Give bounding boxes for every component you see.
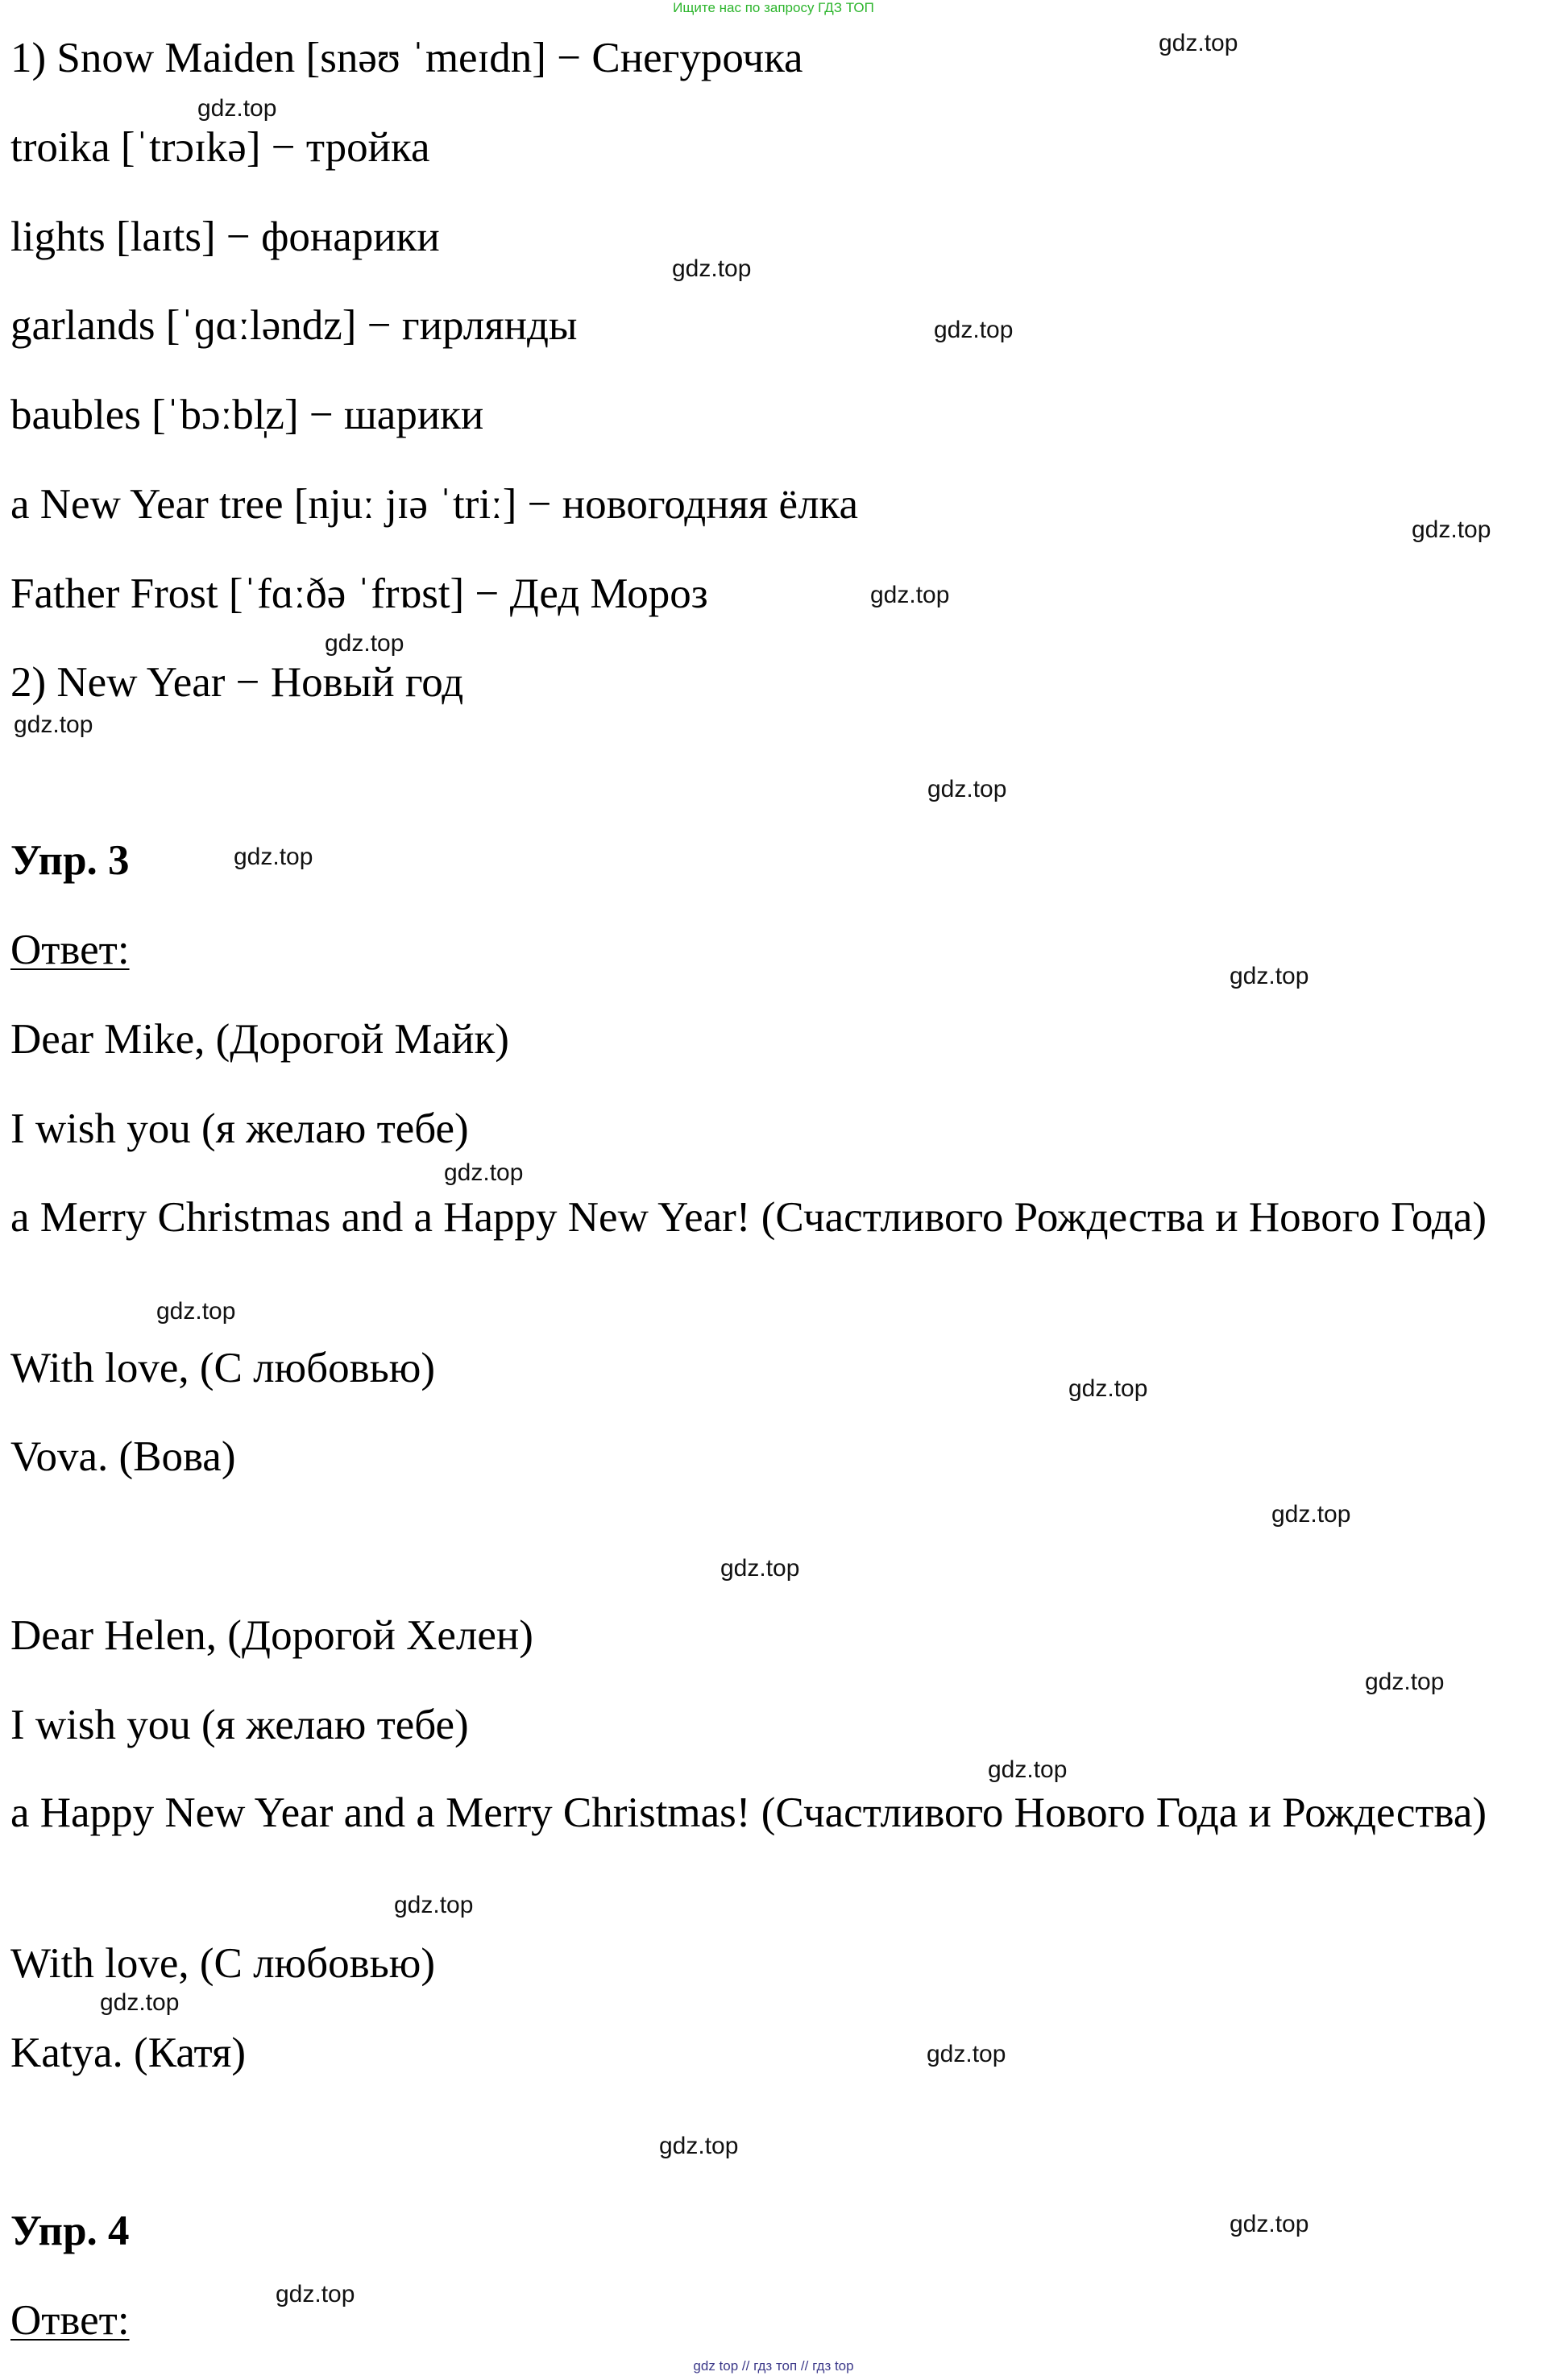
card2-greeting: Dear Helen, (Дорогой Хелен)	[10, 1612, 533, 1659]
watermark: gdz.top	[927, 2041, 1006, 2067]
watermark: gdz.top	[1230, 2211, 1309, 2237]
watermark: gdz.top	[988, 1756, 1068, 1783]
card1-wish: I wish you (я желаю тебе)	[10, 1105, 469, 1152]
watermark: gdz.top	[1365, 1669, 1445, 1695]
watermark: gdz.top	[325, 630, 404, 657]
vocab-item-baubles: baubles [ˈbɔːbl̩z] − шарики	[10, 392, 484, 438]
watermark: gdz.top	[1271, 1501, 1351, 1528]
vocab-item-snow-maiden: 1) Snow Maiden [snəʊ ˈmeɪdn] − Снегурочка	[10, 35, 803, 81]
card2-closing: With love, (С любовью)	[10, 1940, 436, 1987]
watermark: gdz.top	[934, 317, 1014, 343]
vocab-item-new-year-tree: a New Year tree [njuː jɪə ˈtriː] − новогодняя ёлка	[10, 481, 859, 528]
watermark: gdz.top	[394, 1892, 474, 1918]
watermark: gdz.top	[1230, 963, 1309, 989]
watermark: gdz.top	[197, 95, 277, 122]
vocab-item-father-frost: Father Frost [ˈfɑːðə ˈfrɒst] − Дед Мороз	[10, 570, 708, 617]
watermark: gdz.top	[276, 2281, 355, 2307]
card1-closing: With love, (С любовью)	[10, 1345, 436, 1391]
vocab-item-garlands: garlands [ˈɡɑːləndz] − гирлянды	[10, 302, 578, 349]
watermark: gdz.top	[720, 1555, 800, 1582]
watermark: gdz.top	[1068, 1375, 1148, 1402]
promo-banner[interactable]: Ищите нас по запросу ГДЗ ТОП	[673, 0, 874, 15]
watermark: gdz.top	[870, 582, 950, 608]
vocab-item-troika: troika [ˈtrɔɪkə] − тройка	[10, 124, 430, 171]
card2-signature: Katya. (Катя)	[10, 2030, 246, 2076]
card1-message: a Merry Christmas and a Happy New Year! (Счастливого Рождества и Нового Года)	[10, 1194, 1487, 1241]
exercise-4-title: Упр. 4	[10, 2208, 130, 2254]
watermark: gdz.top	[1412, 516, 1491, 543]
watermark: gdz.top	[659, 2133, 739, 2159]
card2-wish: I wish you (я желаю тебе)	[10, 1702, 469, 1748]
watermark: gdz.top	[1159, 30, 1238, 56]
exercise-3-title: Упр. 3	[10, 837, 130, 884]
exercise-4-answer-label: Ответ:	[10, 2297, 130, 2344]
watermark: gdz.top	[156, 1298, 236, 1325]
watermark: gdz.top	[14, 711, 93, 738]
card1-signature: Vova. (Вова)	[10, 1433, 236, 1480]
watermark: gdz.top	[672, 255, 752, 282]
card1-greeting: Dear Mike, (Дорогой Майк)	[10, 1016, 509, 1063]
watermark: gdz.top	[444, 1159, 524, 1186]
watermark: gdz.top	[927, 776, 1007, 802]
card2-message: a Happy New Year and a Merry Christmas! (Счастливого Нового Года и Рождества)	[10, 1789, 1487, 1836]
watermark: gdz.top	[100, 1989, 180, 2016]
exercise-3-answer-label: Ответ:	[10, 927, 130, 973]
vocab-item-lights: lights [laɪts] − фонарики	[10, 214, 440, 260]
watermark: gdz.top	[234, 844, 313, 870]
footer-links[interactable]: gdz top // гдз топ // гдз top	[693, 2358, 854, 2374]
vocab-item-new-year: 2) New Year − Новый год	[10, 659, 464, 706]
